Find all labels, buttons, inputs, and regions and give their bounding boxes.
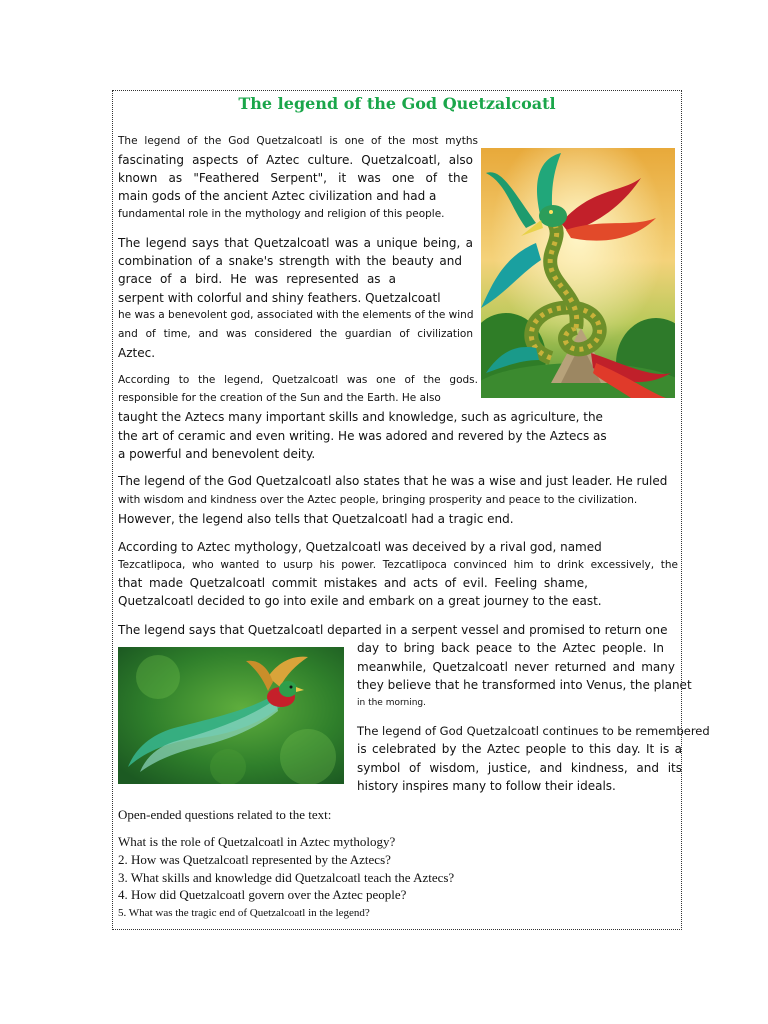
- text-line: a powerful and benevolent deity.: [118, 447, 316, 461]
- text-line: Quetzalcoatl decided to go into exile and embark on a great journey to the east.: [118, 594, 602, 608]
- page-title: The legend of the God Quetzalcoatl: [238, 94, 556, 113]
- text-line: Aztec.: [118, 346, 156, 360]
- text-line: symbol of wisdom, justice, and kindness, and its: [357, 761, 682, 775]
- text-line: and of time, and was considered the guardian of civilization: [118, 328, 473, 340]
- text-line: fundamental role in the mythology and religion of this people.: [118, 208, 445, 220]
- text-line: serpent with colorful and shiny feathers. Quetzalcoatl: [118, 291, 441, 305]
- text-line: The legend says that Quetzalcoatl departed in a serpent vessel and promised to return one: [118, 623, 668, 637]
- text-line: that made Quetzalcoatl commit mistakes and acts of evil. Feeling shame,: [118, 576, 588, 590]
- text-line: The legend says that Quetzalcoatl was a unique being, a: [118, 236, 473, 250]
- text-line: fascinating aspects of Aztec culture. Quetzalcoatl, also: [118, 153, 473, 167]
- text-line: known as "Feathered Serpent", it was one of the: [118, 171, 468, 185]
- text-line: is celebrated by the Aztec people to this day. It is a: [357, 742, 682, 756]
- text-line: grace of a bird. He was represented as a: [118, 272, 396, 286]
- text-line: However, the legend also tells that Quetzalcoatl had a tragic end.: [118, 512, 514, 526]
- feathered-serpent-image: [481, 148, 675, 398]
- text-line: with wisdom and kindness over the Aztec people, bringing prosperity and peace to the civilization.: [118, 494, 638, 506]
- text-line: The legend of God Quetzalcoatl continues to be remembered: [357, 724, 710, 738]
- text-line: history inspires many to follow their ideals.: [357, 779, 616, 793]
- question-item: 2. How was Quetzalcoatl represented by the Aztecs?: [118, 852, 391, 867]
- text-line: day to bring back peace to the Aztec people. In: [357, 641, 664, 655]
- questions-heading: Open-ended questions related to the text:: [118, 807, 332, 822]
- question-item: 3. What skills and knowledge did Quetzalcoatl teach the Aztecs?: [118, 870, 455, 885]
- text-line: main gods of the ancient Aztec civilization and had a: [118, 189, 437, 203]
- question-item: 5. What was the tragic end of Quetzalcoatl in the legend?: [118, 907, 370, 919]
- question-item: 4. How did Quetzalcoatl govern over the Aztec people?: [118, 887, 407, 902]
- text-line: combination of a snake's strength with the beauty and: [118, 254, 462, 268]
- quetzal-bird-image: [118, 647, 344, 784]
- text-line: The legend of the God Quetzalcoatl is one of the most myths: [118, 135, 478, 147]
- text-line: meanwhile, Quetzalcoatl never returned and many: [357, 660, 675, 674]
- text-line: the art of ceramic and even writing. He was adored and revered by the Aztecs as: [118, 429, 607, 443]
- question-item: What is the role of Quetzalcoatl in Aztec mythology?: [118, 834, 396, 849]
- text-line: Tezcatlipoca, who wanted to usurp his power. Tezcatlipoca convinced him to drink excessively, the: [118, 559, 678, 571]
- text-line: According to the legend, Quetzalcoatl was one of the gods.: [118, 374, 478, 386]
- text-line: responsible for the creation of the Sun and the Earth. He also: [118, 392, 441, 404]
- text-line: they believe that he transformed into Venus, the planet: [357, 678, 692, 692]
- text-line: he was a benevolent god, associated with the elements of the wind: [118, 309, 474, 321]
- text-line: in the morning.: [357, 698, 426, 708]
- text-line: According to Aztec mythology, Quetzalcoatl was deceived by a rival god, named: [118, 540, 602, 554]
- text-line: taught the Aztecs many important skills and knowledge, such as agriculture, the: [118, 410, 603, 424]
- text-line: The legend of the God Quetzalcoatl also states that he was a wise and just leader. He ruled: [118, 474, 668, 488]
